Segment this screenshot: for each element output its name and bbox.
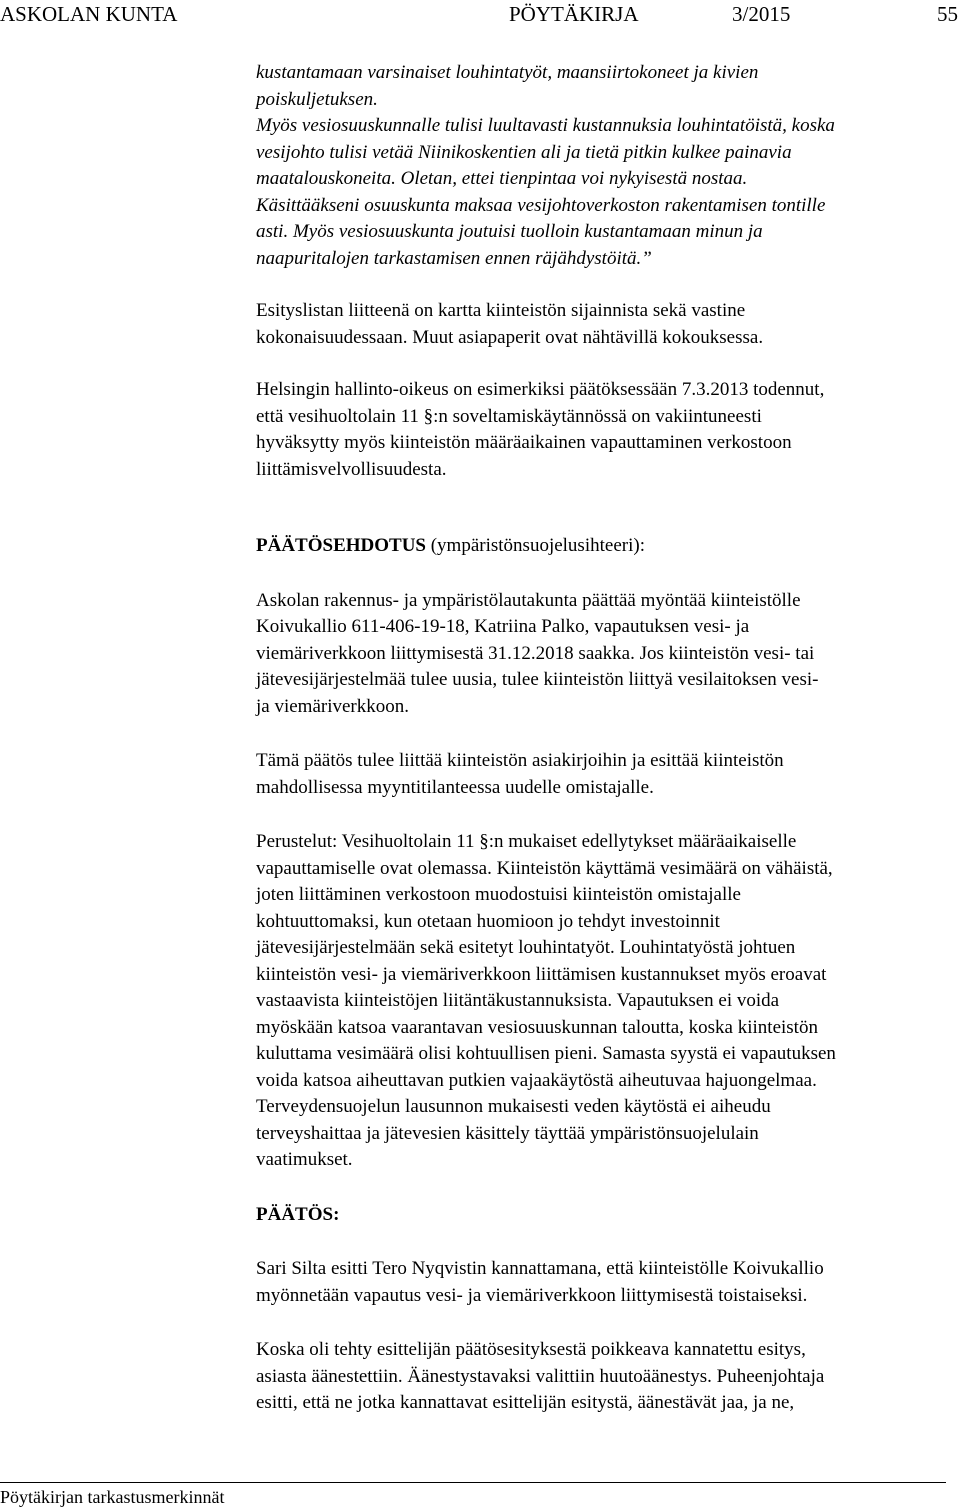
document-type: PÖYTÄKIRJA [509,2,639,26]
text-line: joten liittäminen verkostoon muodostuisi kiinteistön omistajalle [256,884,741,905]
text-line: myönnetään vapautus vesi- ja viemäriverkkoon liittymisestä toistaiseksi. [256,1284,808,1306]
text-line: kokonaisuudessaan. Muut asiapaperit ovat nähtävillä kokouksessa. [256,326,764,348]
text-line: vesijohto tulisi vetää Niinikoskentien ali ja tietä pitkin kulkee painavia [256,141,792,163]
text-line: asti. Myös vesiosuuskunta joutuisi tuolloin kustantamaan minun ja [256,221,763,242]
text-line: kiinteistön vesi- ja viemäriverkkoon liittämisen kustannukset myös eroavat [256,963,827,985]
document-number: 3/2015 [732,2,791,26]
page-number: 55 [937,2,958,26]
text-line: mahdollisessa myyntitilanteessa uudelle omistajalle. [256,776,654,798]
text-line: kohtuuttomaksi, kun otetaan huomioon jo tehdyt investoinnit [256,910,720,932]
text-line: terveyshaittaa ja jätevesien käsittely täyttää ympäristönsuojelulain [256,1122,759,1144]
text-line: Helsingin hallinto-oikeus on esimerkiksi päätöksessään 7.3.2013 todennut, [256,379,825,400]
text-line: asiasta äänestettiin. Äänestystavaksi valittiin huutoäänestys. Puheenjohtaja [256,1365,825,1387]
proposal-heading [256,533,956,560]
text-line: Terveydensuojelun lausunnon mukaisesti veden käytöstä ei aiheudu [256,1096,771,1117]
text-line: Sari Silta esitti Tero Nyqvistin kannattamana, että kiinteistölle Koivukallio [256,1258,824,1279]
municipality-name: ASKOLAN KUNTA [0,2,178,26]
text-line: esitti, että ne jotka kannattavat esittelijän esitystä, äänestävät jaa, ja ne, [256,1392,795,1413]
proposal-heading-presenter: (ympäristönsuojelusihteeri): [425,535,645,556]
text-line: liittämisvelvollisuudesta. [256,458,447,480]
text-line: Koivukallio 611-406-19-18, Katriina Palko, vapautuksen vesi- ja [256,616,750,637]
quoted-statement [256,60,956,272]
footer-divider [0,1482,946,1483]
proposal-heading-label: PÄÄTÖSEHDOTUS [256,535,426,556]
footer-label: Pöytäkirjan tarkastusmerkinnät [0,1487,225,1507]
attachments-paragraph [256,298,956,351]
text-line: maatalouskoneita. Oletan, ettei tienpintaa voi nykyisestä nostaa. [256,168,748,189]
text-line: kustantamaan varsinaiset louhintatyöt, maansiirtokoneet ja kivien [256,62,759,83]
text-line: Käsittääkseni osuuskunta maksaa vesijohtoverkoston rakentamisen tontille [256,194,826,216]
text-line: että vesihuoltolain 11 §:n soveltamiskäytännössä on vakiintuneesti [256,405,762,427]
text-line: jätevesijärjestelmää tulee uusia, tulee kiinteistön liittyä vesilaitoksen vesi- [256,669,819,690]
text-line: kuluttama vesimäärä olisi kohtuullisen pieni. Samasta syystä ei vapautuksen [256,1043,836,1064]
reasons-paragraph [256,829,956,1174]
record-paragraph [256,748,956,801]
text-line: Myös vesiosuuskunnalle tulisi luultavasti kustannuksia louhintatöistä, koska [256,115,835,136]
proposal-paragraph [256,588,956,721]
text-line: jätevesijärjestelmään sekä esitetyt louhintatyöt. Louhintatyöstä johtuen [256,937,796,958]
text-line: poiskuljetuksen. [256,88,378,110]
text-line: Koska oli tehty esittelijän päätösesityksestä poikkeava kannatettu esitys, [256,1339,806,1360]
text-line: Perustelut: Vesihuoltolain 11 §:n mukaiset edellytykset määräaikaiselle [256,831,797,852]
decision-heading: PÄÄTÖS: [256,1203,340,1225]
page-header [0,0,960,30]
court-reference-paragraph [256,377,956,483]
text-line: Esityslistan liitteenä on kartta kiinteistön sijainnista sekä vastine [256,300,746,321]
text-line: vaatimukset. [256,1149,353,1170]
text-line: Askolan rakennus- ja ympäristölautakunta päättää myöntää kiinteistölle [256,589,801,611]
text-line: myöskään katsoa vaarantavan vesiosuuskunnan taloutta, koska kiinteistön [256,1016,818,1038]
text-line: vapauttamiselle ovat olemassa. Kiinteistön käyttämä vesimäärä on vähäistä, [256,857,833,879]
page-body [256,60,956,1417]
text-line: naapuritalojen tarkastamisen ennen räjähdystöitä.” [256,247,652,269]
vote-paragraph [256,1337,956,1417]
text-line: voida katsoa aiheuttavan putkien vajaakäytöstä aiheutuvaa hajuongelmaa. [256,1069,817,1091]
text-line: vastaavista kiinteistöjen liitäntäkustannuksista. Vapautuksen ei voida [256,990,780,1011]
text-line: viemäriverkkoon liittymisestä 31.12.2018 saakka. Jos kiinteistön vesi- tai [256,642,815,664]
text-line: Tämä päätös tulee liittää kiinteistön asiakirjoihin ja esittää kiinteistön [256,750,784,771]
motion-paragraph [256,1256,956,1309]
text-line: ja viemäriverkkoon. [256,695,410,717]
text-line: hyväksytty myös kiinteistön määräaikainen vapauttaminen verkostoon [256,432,792,453]
